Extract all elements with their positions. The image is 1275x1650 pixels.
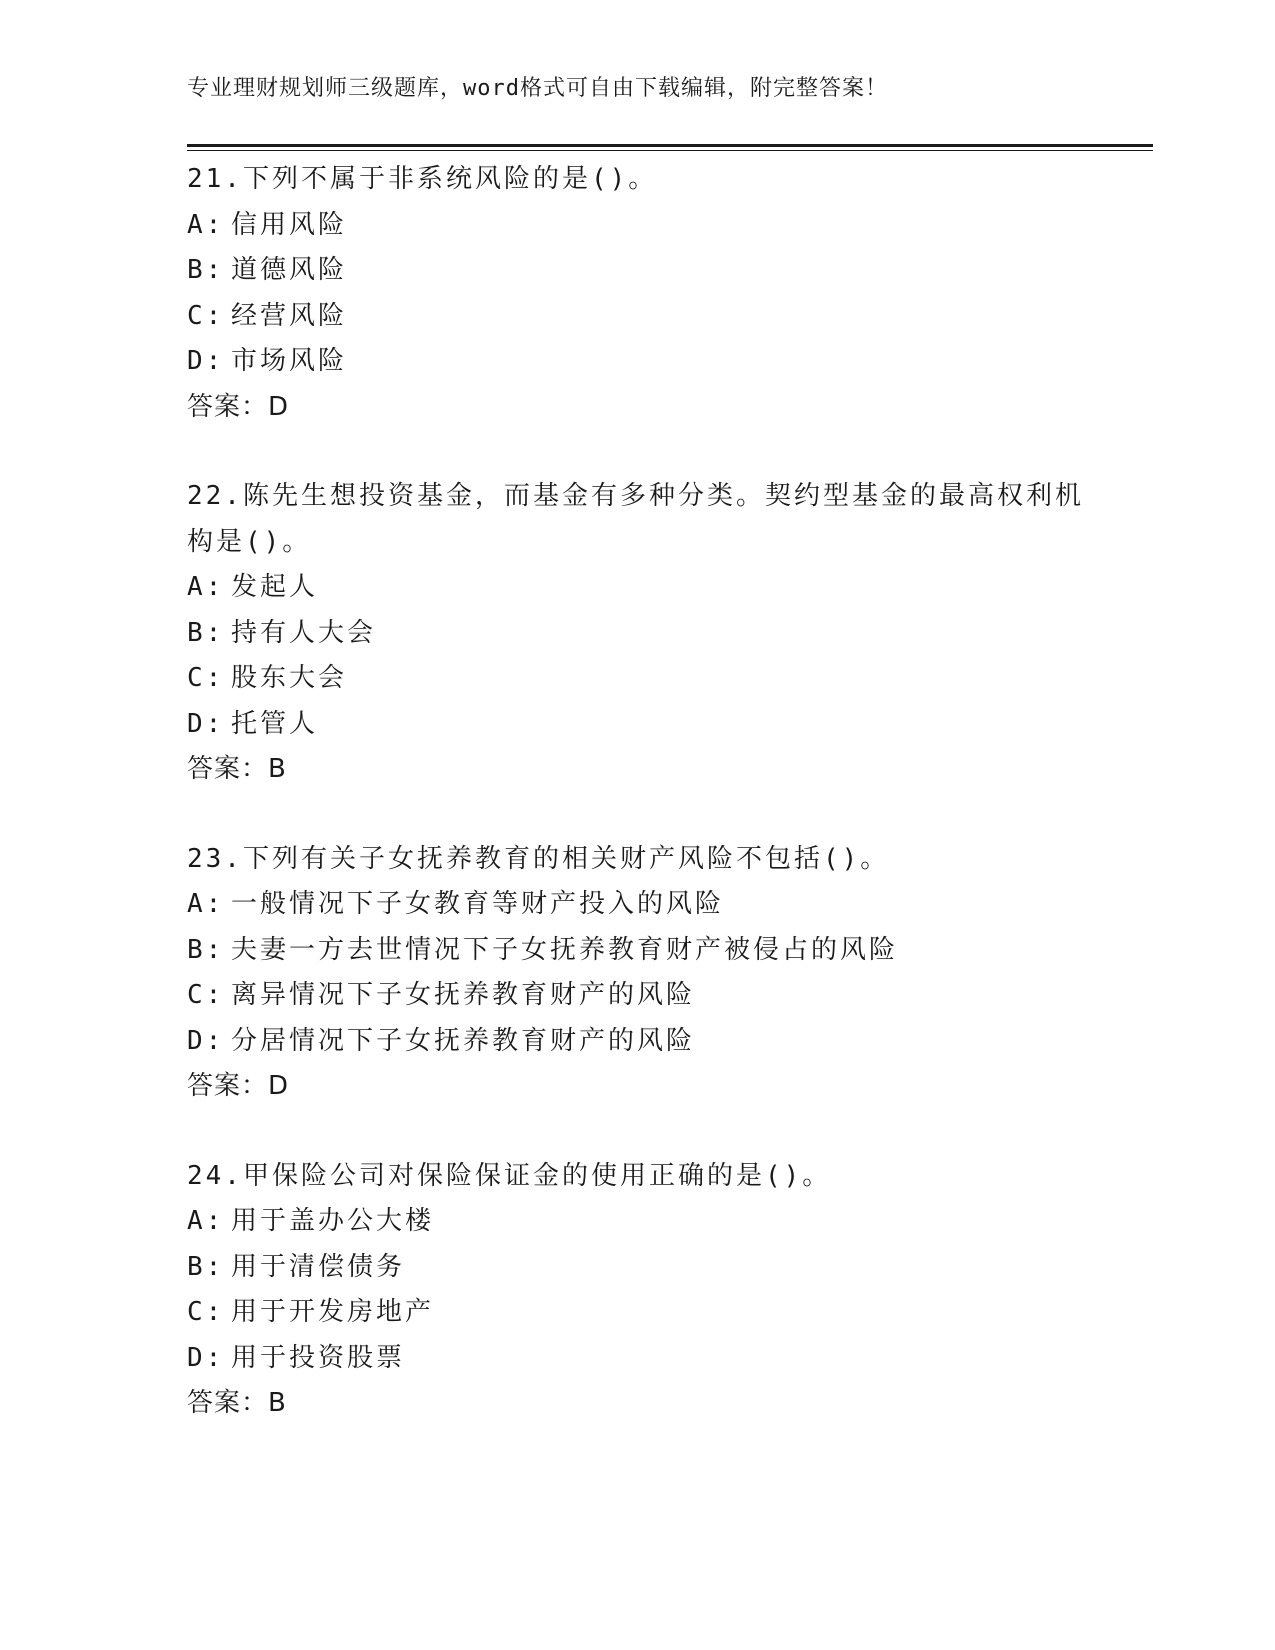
option-key: C: — [187, 980, 225, 1010]
question-24 — [187, 1154, 1087, 1427]
answer-line: 答案：B — [187, 1388, 287, 1418]
option-text: 离异情况下子女抚养教育财产的风险 — [231, 980, 696, 1010]
option-text: 股东大会 — [231, 663, 348, 693]
question-22 — [187, 474, 1087, 793]
option-b — [187, 928, 1087, 974]
option-text: 发起人 — [231, 572, 319, 602]
option-d — [187, 1336, 1087, 1382]
option-text: 道德风险 — [231, 255, 348, 285]
option-c — [187, 656, 1087, 702]
option-text: 信用风险 — [231, 209, 348, 240]
option-key: B: — [187, 617, 225, 648]
option-text: 一般情况下子女教育等财产投入的风险 — [231, 889, 725, 919]
option-d — [187, 1019, 1087, 1065]
option-key: C: — [187, 1297, 225, 1327]
option-text: 经营风险 — [231, 300, 348, 331]
option-text: 用于清偿债务 — [231, 1251, 406, 1282]
option-key: D: — [187, 1025, 225, 1056]
option-d — [187, 339, 1087, 385]
header-divider-thin — [187, 150, 1153, 151]
answer-line: 答案：D — [187, 1071, 290, 1101]
question-23 — [187, 837, 1087, 1110]
option-b — [187, 1245, 1087, 1291]
option-key: C: — [187, 300, 225, 331]
option-key: C: — [187, 663, 225, 693]
option-key: B: — [187, 1251, 225, 1282]
question-stem: 22.陈先生想投资基金，而基金有多种分类。契约型基金的最高权利机构是()。 — [187, 481, 1084, 557]
answer-line: 答案：B — [187, 754, 287, 784]
option-text: 用于盖办公大楼 — [231, 1206, 435, 1236]
question-21 — [187, 157, 1087, 430]
question-stem: 21.下列不属于非系统风险的是()。 — [187, 164, 658, 194]
option-key: A: — [187, 889, 225, 919]
option-b — [187, 248, 1087, 294]
option-c — [187, 294, 1087, 340]
option-a — [187, 882, 1087, 928]
option-a — [187, 203, 1087, 249]
option-text: 用于投资股票 — [231, 1342, 406, 1373]
option-text: 用于开发房地产 — [231, 1297, 435, 1327]
question-list — [187, 157, 1087, 1471]
option-d — [187, 702, 1087, 748]
option-text: 持有人大会 — [231, 617, 377, 648]
page-header: 专业理财规划师三级题库，word格式可自由下载编辑，附完整答案！ — [187, 76, 888, 101]
option-c — [187, 973, 1087, 1019]
question-stem: 23.下列有关子女抚养教育的相关财产风险不包括()。 — [187, 843, 890, 874]
option-a — [187, 565, 1087, 611]
option-key: A: — [187, 572, 225, 602]
option-text: 分居情况下子女抚养教育财产的风险 — [231, 1025, 696, 1056]
option-text: 托管人 — [231, 708, 319, 739]
option-text: 市场风险 — [231, 346, 348, 376]
option-key: A: — [187, 209, 225, 240]
option-key: D: — [187, 1342, 225, 1373]
option-text: 夫妻一方去世情况下子女抚养教育财产被侵占的风险 — [231, 934, 899, 965]
header-divider-thick — [187, 144, 1153, 147]
question-stem: 24.甲保险公司对保险保证金的使用正确的是()。 — [187, 1160, 832, 1191]
option-c — [187, 1290, 1087, 1336]
option-b — [187, 611, 1087, 657]
option-key: D: — [187, 346, 225, 376]
option-key: D: — [187, 708, 225, 739]
option-key: B: — [187, 934, 225, 965]
option-key: A: — [187, 1206, 225, 1236]
answer-line: 答案：D — [187, 391, 290, 422]
option-key: B: — [187, 255, 225, 285]
option-a — [187, 1199, 1087, 1245]
